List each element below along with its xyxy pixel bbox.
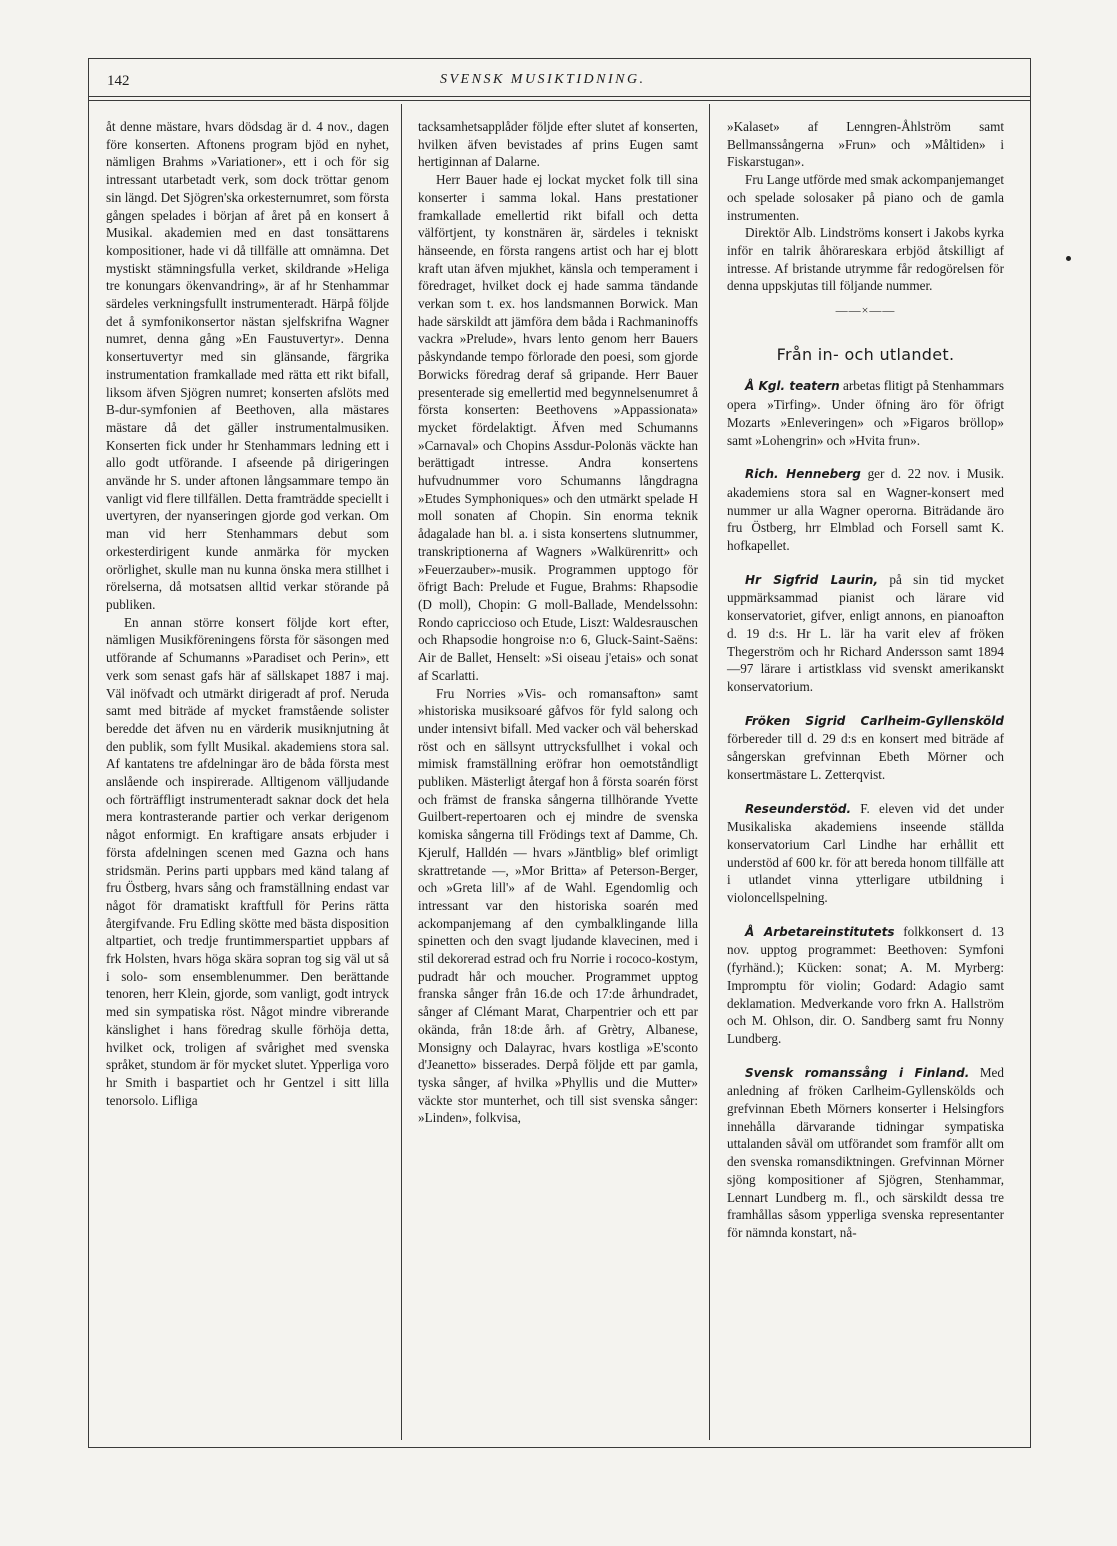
news-lead: Svensk romanssång i Finland.: [745, 1065, 970, 1080]
frame-bottom-rule: [88, 1447, 1030, 1448]
column-divider-1: [401, 104, 402, 1440]
section-title: Från in- och utlandet.: [776, 344, 955, 364]
frame-left-rule: [88, 58, 89, 1448]
news-text: folkkonsert d. 13 nov. upptog programmet: Beethoven: Symfoni (fyrhänd.); Kücken: sonat; A. M. Myrberg: Impromptu för violin; Godard: Adagio samt deklamation. Medverkande voro frkn A. Hallström och M. Ohlson, dir. O. Sandberg samt fru Nonny Lundberg.: [727, 923, 1004, 1046]
news-text: Med anledning af fröken Carlheim-Gyllenskölds och grefvinnan Ebeth Mörners konserter i Helsingfors innehålla därvarande tidningar sympatiska uttalanden såväl om utförandet som framför allt om den svenska romansdiktningen. Grefvinnan Mörner sjöng kompositioner af Sjögren, Stenhammar, Lennart Lundberg m. fl., och särskildt dessa tre framhållas såsom ypperliga svenska representanter för nämnda konstart, nå-: [727, 1064, 1005, 1240]
col1-paragraph-2: En annan större konsert följde kort efter, nämligen Musikföreningens första för säsongen med utförande af Schumanns »Paradiset och Perin», ett verk som senast gafs här af sällskapet 1887 i maj. Väl inöfvadt och utmärkt dirigeradt af prof. Neruda samt med biträde af mycket framstående solister beredde det äfven nu en värderik musiknjutning åt den publik, som fyllt Musikal. akademiens stora sal. Af kantatens tre afdelningar äro de båda första mest anslående och inspirerade. Alltigenom välljudande och förträffligt instrumenteradt saknar dock det hela mera kontrasterande partier och verkar derigenom något enformigt. En kraftigare ansats erbjuder i första afdelningen scenen med Gazna och hans stridsmän. Perins parti uppbars med känd talang af fru Östberg, hvars sång och framställning endast var något för dramatiskt kraftfull för Perins rätta återgifvande. Fru Edling skötte med bästa disposition altpartiet, och tredje fruntimmerspartiet uppbars af frk Holsten, hvars höga skära sopran tog sig väl ut så i solo- som ensemblenummer. Den berättande tenoren, herr Klein, gjorde, som vanligt, godt intryck med sin sympatiska röst. Något mindre vibrerande känslighet i hans föredrag skulle förhöja detta, hvilket ock, troligen af svårighet med svenska språket, stundom är för mycket slutet. Ypperliga voro hr Smith i baspartiet och hr Gentzel i sitt lilla tenorsolo. Lifliga: [106, 614, 389, 1108]
news-item-arbetareinstitutet: [727, 923, 1004, 1048]
news-text: arbetas flitigt på Stenhammars opera »Tirfing». Under öfning äro för öfrigt Mozarts »Enleveringen» och »Figaros bröllop» samt »Lohengrin» och »Hvita frun».: [727, 378, 1005, 448]
col3-paragraph-1: »Kalaset» af Lenngren-Åhlström samt Bellmanssångerna »Frun» och »Måltiden» i Fiskarstugan».: [727, 119, 1004, 170]
running-head: SVENSK MUSIKTIDNING.: [440, 72, 646, 87]
news-item-romanssang-finland: [727, 1064, 1004, 1242]
news-lead: Å Kgl. teatern: [745, 379, 840, 394]
news-item-kgl-teatern: [727, 377, 1004, 449]
news-lead: Fröken Sigrid Carlheim-Gyllensköld: [745, 713, 1004, 728]
news-text: förbereder till d. 29 d:s en konsert med biträde af sångerskan grefvinnan Ebeth Mörner och konsertmästare L. Zetterqvist.: [727, 731, 1004, 782]
page-number: 142: [107, 73, 130, 89]
news-lead: Hr Sigfrid Laurin,: [745, 572, 879, 587]
header-rule-1: [88, 96, 1030, 97]
header-rule-2: [88, 100, 1030, 101]
news-item-reseunderstod: [727, 800, 1004, 907]
col2-paragraph-3: Fru Norries »Vis- och romansafton» samt »historiska musiksoaré gåfvos för fyld salong och under intensivt bifall. Med vacker och väl beherskad röst och en sällsynt uttrycksfullhet i vokal och mimisk framställning eröfrar hon oemotståndligt publiken. Mästerligt återgaf hon å första soarén först och främst de franska sångerna tillhörande Yvette Guilbert-repertoaren och ej mindre de svenska komiska sångerna till Frödings text af Damme, Ch. Kjerulf, Halldén — hvars »Jäntblig» blef orimligt skrattretande —, »Mor Britta» af Peterson-Berger, och »Greta lill'» af de Wahl. Egendomlig och intressant var den historiska soarén med ackompanjemang af den cymbalklingande lilla spinetten och den svagt ljudande klavecinen, med i stil dekorerad estrad och fru Norrie i rococo-kostym, pudradt hår och moucher. Programmet upptog franska sånger från 16.de och 17:de århundradet, sånger af Clémant Marat, Charpentrier och ett par okända, från 18:de årh. af Grètry, Albanese, Monsigny och Dalayrac, hvars kostliga »E'sconto d'Jeanetto» bisserades. Derpå följde ett par gamla, tyska sånger, af hvilka »Phyllis und die Mutter» väckte stor munterhet, och till sist svenska sånger: »Linden», folkvisa,: [418, 685, 698, 1126]
news-lead: Reseunderstöd.: [745, 801, 852, 816]
col2-paragraph-2: Herr Bauer hade ej lockat mycket folk till sina konserter i samma lokal. Hans prestationer framkallade emellertid rikt bifall och detta välförtjent, ty konstnären är, särdeles i tekniskt hänseende, en första rangens artist och har ej blott kraft utan äfven mjukhet, känsla och temperament i föredraget, hvilket dock ej hade samma tändande verkan som t. ex. hos landsmannen Borwick. Man hade särskildt att jämföra dem båda i Rachmaninoffs vackra »Prelude», hvars lento genom herr Bauers påskyndande tempo förlorade den poesi, som gjorde Borwicks föredrag deraf så gripande. Herr Bauer presenterade sig emellertid med begynnelsenumret å första konserten: Beethovens »Appassionata» mycket fördelaktigt. Äfven med Schumanns »Carnaval» och Chopins Assdur-Polonäs väckte han berättigadt intresse. Andra konsertens hufvudnummer voro Schumanns långdragna »Etudes Symphoniques» och den utmärkt spelade H moll sonaten af Chopin. Sin enorma teknik ådagalade han bl. a. i sista konsertens slutnummer, transkriptionerna af Wagners »Walkürenritt» och »Feuerzauber»-musik. Programmen upptogo för öfrigt Bach: Prelude et Fugue, Brahms: Rhapsodie (D moll), Chopin: G moll-Ballade, Mendelssohn: Rondo capriccioso och Etude, Liszt: Waldesrauschen och Rhapsodie hongroise n:o 6, Gluck-Saint-Saëns: Air de Ballet, Henselt: »Si oiseau j'etais» och sonat af Scarlatti.: [418, 172, 698, 683]
news-text: ger d. 22 nov. i Musik. akademiens stora sal en Wagner-konsert med nummer ur alla Wagner operorna. Biträdande äro fru Östberg, hrr Elmblad och Forsell samt K. hofkapellet.: [727, 466, 1005, 554]
section-separator: ——×——: [835, 303, 896, 318]
frame-right-rule: [1030, 58, 1031, 1448]
column-3: [727, 118, 1004, 1242]
col2-paragraph-1: tacksamhetsapplåder följde efter slutet af konserten, hvilken äfven bevistades af prins Eugen samt hertiginnan af Dalarne.: [418, 119, 698, 170]
frame-top-rule: [88, 58, 1030, 59]
news-item-carlheim-gyllenskold: [727, 712, 1004, 784]
news-item-henneberg: [727, 465, 1004, 555]
news-text: F. eleven vid det under Musikaliska akademiens inseende ställda konservatorium Carl Lindhe har erhållit ett understöd af 600 kr. för att bereda honom tillfälle att i utlandet vinna ytterligare utbildning i violoncellspelning.: [727, 800, 1004, 906]
news-lead: Å Arbetareinstitutets: [745, 924, 895, 939]
news-lead: Rich. Henneberg: [745, 467, 861, 482]
col3-paragraph-2: Fru Lange utförde med smak ackompanjemanget och spelade solosaker på piano och de gamla instrumenten.: [727, 172, 1004, 223]
news-item-laurin: [727, 571, 1004, 696]
col1-paragraph-1: åt denne mästare, hvars dödsdag är d. 4 nov., dagen före konserten. Aftonens program bjöd en nyhet, nämligen Brahms »Variationer», ett i och för sig intressant utarbetadt verk, som dock tröttar genom sin längd. Det Sjögren'ska orkesternumret, som första gången spelades i början af året på en konsert å Musikal. akademien med en dast tonsättarens kompositioner, hade vi då tillfälle att omnämna. Det mystiskt stämningsfulla verket, skildrande »Heliga tre konungars ökenvandring», är af hr Stenhammar särdeles verkningsfullt instrumenteradt. Härpå följde det å symfonikonsertor nästan sjelfskrifna Wagner numret, denna gång »En Faustuvertyr». Denna konsertuvertyr med sin glänsande, färgrika instrumentation framkallade med rätta ett rikt bifall, liksom äfven Sjögren numret; konserten afslöts med B-dur-symfonien af Beethoven, alla mästares mästare då det gäller instrumentalmusiken. Konserten fick under hr Stenhammars ledning ett i allo godt utförande. I afseende på dirigeringen använde hr S. under aftonen långsammare tempo än vanligt vid flere tillfällen. Detta framträdde speciellt i uvertyren, der nyanseringen gjorde god verkan. Om man vid herr Stenhammars debut som orkesterdirigent kunde anmärka för mycken orörlighet, skulle man nu kunna önska mera stillhet i rörelserna, då motsatsen alltid verkar störande på publiken.: [106, 119, 389, 612]
column-1: [106, 118, 389, 1109]
column-divider-2: [709, 104, 710, 1440]
column-2: [418, 118, 698, 1127]
news-text: på sin tid mycket uppmärksammad pianist och lärare vid konservatoriet, gifver, enligt annons, en pianoafton d. 19 d:s. Hr L. lär ha varit elev af fröken Thegerström och hr Richard Andersson samt 1894 —97 lärare i artistklass vid svenskt amerikanskt konservatorium.: [727, 571, 1005, 694]
margin-dot: [1066, 256, 1071, 261]
col3-paragraph-3: Direktör Alb. Lindströms konsert i Jakobs kyrka inför en talrik åhörareskara erbjöd åtskilligt af intresse. Af bristande utrymme får redogörelsen för denna uppskjutas till följande nummer.: [727, 225, 1004, 294]
